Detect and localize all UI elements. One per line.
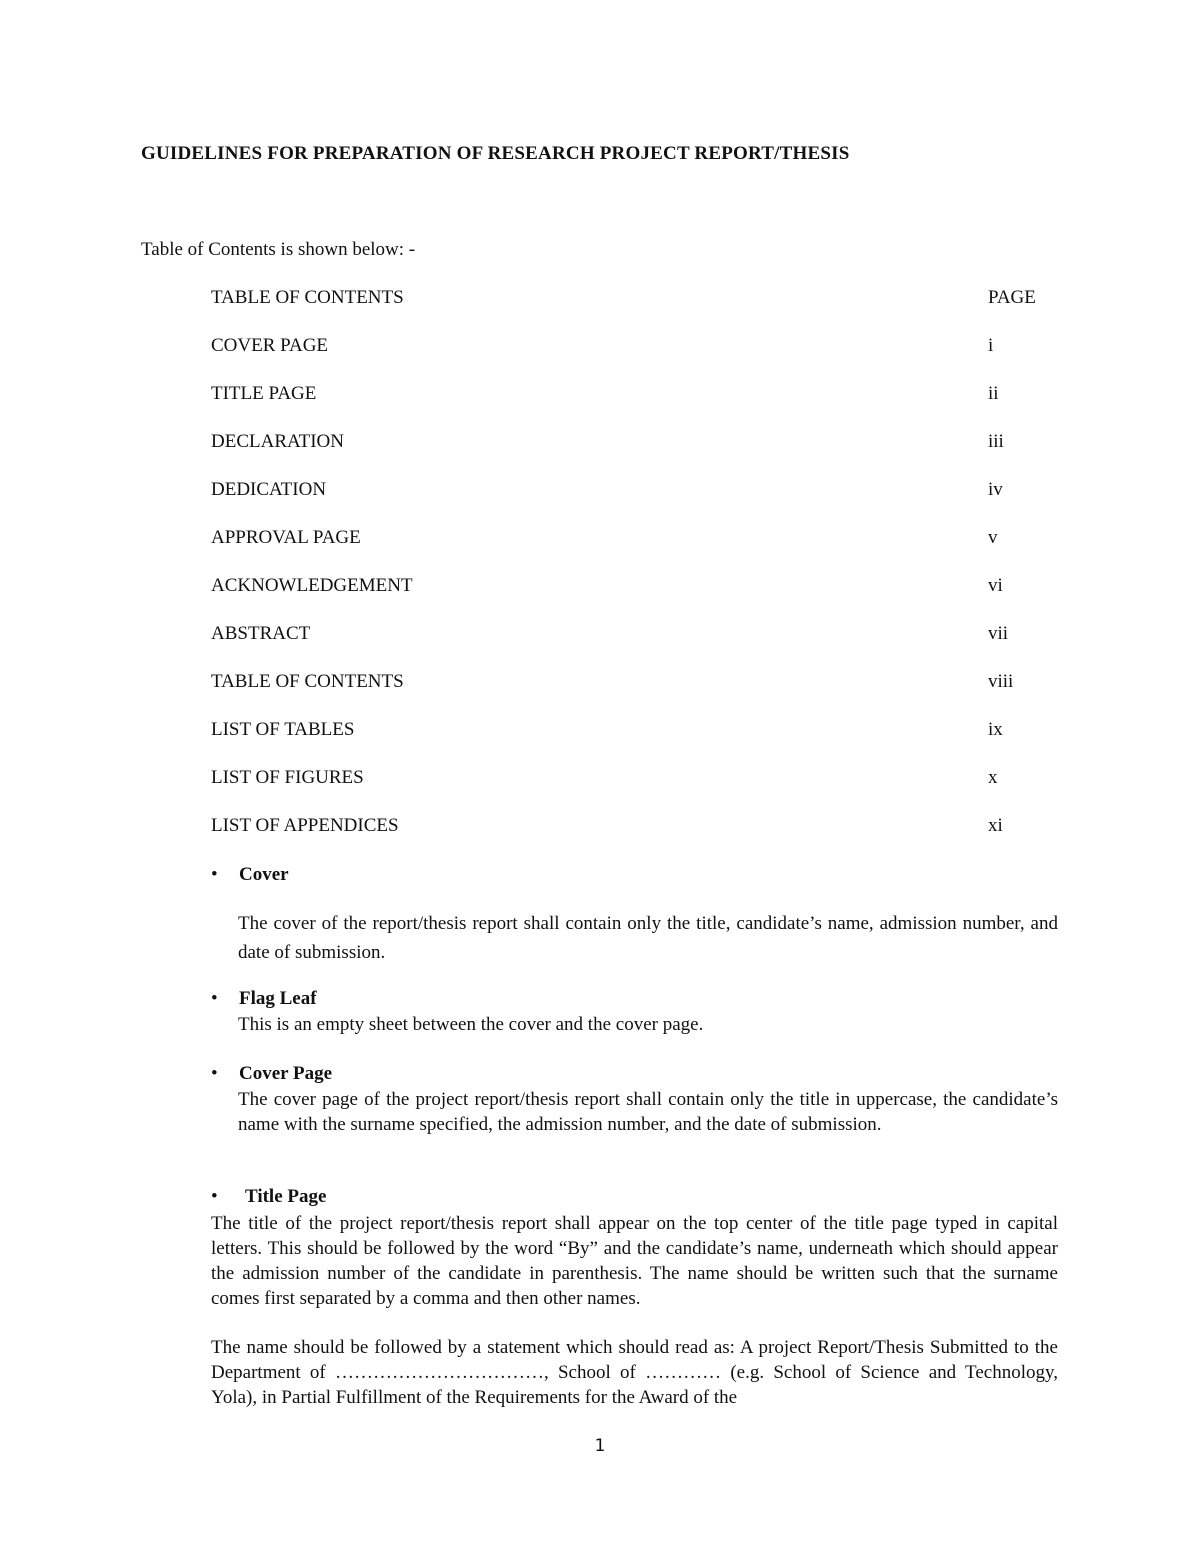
toc-row (211, 718, 1071, 766)
toc-entry-label: ABSTRACT (211, 623, 311, 644)
section-text-flag-leaf: This is an empty sheet between the cover and the cover page. (238, 1014, 704, 1035)
bullet-icon: • (211, 1186, 218, 1207)
toc-row (211, 478, 1071, 526)
toc-entry-label: TITLE PAGE (211, 383, 317, 404)
toc-row (211, 622, 1071, 670)
section-heading-cover-page (211, 1063, 333, 1085)
toc-row (211, 430, 1071, 478)
toc-entry-page: ix (988, 719, 1003, 740)
toc-entry-page: iv (988, 479, 1003, 500)
toc-entry-page: ii (988, 383, 999, 404)
section-heading-text: Title Page (245, 1186, 327, 1207)
section-heading-flag-leaf (211, 988, 317, 1010)
section-heading-text: Flag Leaf (239, 988, 317, 1009)
toc-entry-label: DECLARATION (211, 431, 344, 452)
toc-header-label: TABLE OF CONTENTS (211, 287, 404, 308)
section-heading-title-page (211, 1186, 327, 1208)
table-of-contents (211, 286, 1071, 862)
toc-entry-page: i (988, 335, 994, 356)
toc-entry-page: v (988, 527, 998, 548)
toc-row (211, 670, 1071, 718)
section-heading-text: Cover Page (239, 1063, 333, 1084)
section-text-title-page: The title of the project report/thesis report shall appear on the top center of the title page typed in capital letters. This should be followed by the word “By” and the candidate’s name, underneath which should appear the admission number of the candidate in parenthesis. The name should be written such that the surname comes first separated by a comma and then other names. (211, 1213, 1058, 1309)
toc-row (211, 334, 1071, 382)
toc-entry-page: x (988, 767, 998, 788)
bullet-icon: • (211, 988, 218, 1009)
toc-header-row (211, 286, 1071, 334)
toc-entry-label: ACKNOWLEDGEMENT (211, 575, 413, 596)
page-number: 1 (594, 1436, 606, 1456)
toc-entry-page: vii (988, 623, 1009, 644)
section-text-cover-page: The cover page of the project report/thesis report shall contain only the title in uppercase, the candidate’s name with the surname specified, the admission number, and the date of submission. (238, 1089, 1058, 1135)
bullet-icon: • (211, 1063, 218, 1084)
toc-row (211, 814, 1071, 862)
section-heading-text: Cover (239, 864, 289, 885)
intro-text: Table of Contents is shown below: - (141, 239, 416, 260)
bullet-icon: • (211, 864, 218, 885)
section-heading-cover (211, 864, 289, 886)
toc-entry-label: DEDICATION (211, 479, 327, 500)
toc-entry-label: LIST OF FIGURES (211, 767, 364, 788)
toc-entry-page: xi (988, 815, 1003, 836)
toc-row (211, 766, 1071, 814)
toc-entry-label: TABLE OF CONTENTS (211, 671, 404, 692)
toc-entry-page: viii (988, 671, 1014, 692)
toc-entry-label: COVER PAGE (211, 335, 329, 356)
toc-header-page: PAGE (988, 287, 1036, 308)
toc-entry-page: vi (988, 575, 1003, 596)
section-text-title-page-2: The name should be followed by a statement which should read as: A project Report/Thesis Submitted to the Department of ……………………………, School of ………… (e.g. School of Science and Technology, Yola), in Partial Fulfillment of the Requirements for the Award of the (211, 1337, 1058, 1408)
document-title: GUIDELINES FOR PREPARATION OF RESEARCH PROJECT REPORT/THESIS (141, 143, 850, 164)
toc-entry-label: LIST OF APPENDICES (211, 815, 399, 836)
toc-entry-page: iii (988, 431, 1004, 452)
toc-entry-label: LIST OF TABLES (211, 719, 355, 740)
toc-row (211, 526, 1071, 574)
toc-row (211, 382, 1071, 430)
toc-row (211, 574, 1071, 622)
toc-entry-label: APPROVAL PAGE (211, 527, 361, 548)
section-text-cover: The cover of the report/thesis report shall contain only the title, candidate’s name, admission number, and date of submission. (238, 913, 1058, 963)
